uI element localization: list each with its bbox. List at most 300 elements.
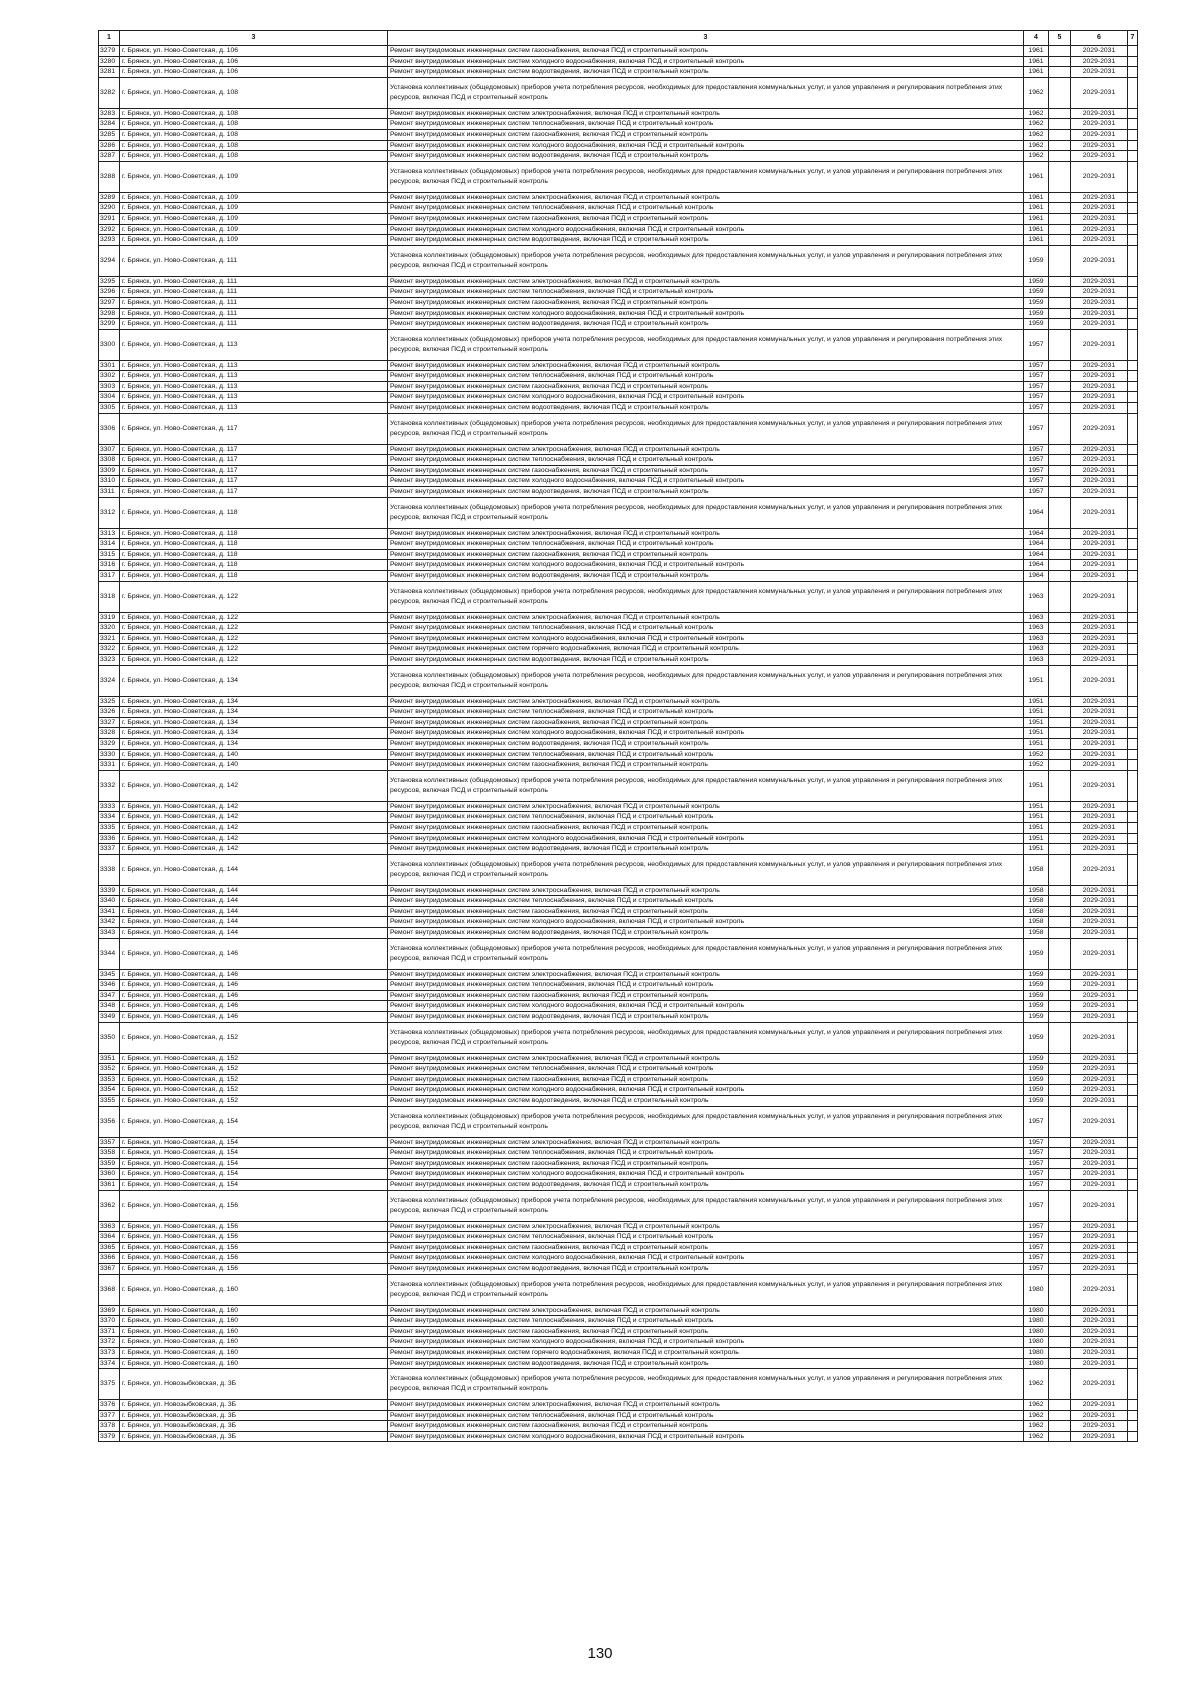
table-row xyxy=(99,896,1138,907)
table-row xyxy=(99,760,1138,771)
row-number: 3288 xyxy=(99,161,120,192)
row-period: 2029-2031 xyxy=(1071,1221,1128,1232)
row-period: 2029-2031 xyxy=(1071,633,1128,644)
row-year: 1962 xyxy=(1024,1369,1049,1400)
row-number: 3303 xyxy=(99,381,120,392)
row-address: г. Брянск, ул. Ново-Советская, д. 118 xyxy=(120,497,388,528)
row-col-7 xyxy=(1128,696,1138,707)
row-period: 2029-2031 xyxy=(1071,1431,1128,1442)
row-year: 1957 xyxy=(1024,392,1049,403)
row-address: г. Брянск, ул. Ново-Советская, д. 146 xyxy=(120,969,388,980)
column-header-work: 3 xyxy=(388,31,1024,46)
row-col-7 xyxy=(1128,665,1138,696)
table-row xyxy=(99,1358,1138,1369)
row-year: 1958 xyxy=(1024,906,1049,917)
row-year: 1961 xyxy=(1024,161,1049,192)
row-year: 1961 xyxy=(1024,203,1049,214)
row-year: 1957 xyxy=(1024,381,1049,392)
row-col-7 xyxy=(1128,1085,1138,1096)
row-col-7 xyxy=(1128,1169,1138,1180)
row-address: г. Брянск, ул. Ново-Советская, д. 113 xyxy=(120,392,388,403)
row-work-type: Ремонт внутридомовых инженерных систем горячего водоснабжения, включая ПСД и строительный контроль xyxy=(388,1347,1024,1358)
row-period: 2029-2031 xyxy=(1071,812,1128,823)
row-year: 1951 xyxy=(1024,696,1049,707)
row-col-7 xyxy=(1128,854,1138,885)
row-work-type: Установка коллективных (общедомовых) приборов учета потребления ресурсов, необходимых для предоставления коммунальных услуг, и узлов управления и регулирования потребления этих ресурсов, включая ПСД и строительный контроль xyxy=(388,938,1024,969)
row-address: г. Брянск, ул. Новозыбковская, д. 3Б xyxy=(120,1369,388,1400)
row-number: 3298 xyxy=(99,308,120,319)
row-period: 2029-2031 xyxy=(1071,1358,1128,1369)
row-address: г. Брянск, ул. Ново-Советская, д. 117 xyxy=(120,465,388,476)
row-col-5 xyxy=(1049,329,1071,360)
row-number: 3377 xyxy=(99,1410,120,1421)
row-col-7 xyxy=(1128,1358,1138,1369)
row-address: г. Брянск, ул. Ново-Советская, д. 160 xyxy=(120,1316,388,1327)
row-year: 1957 xyxy=(1024,1169,1049,1180)
row-col-7 xyxy=(1128,571,1138,582)
row-year: 1980 xyxy=(1024,1316,1049,1327)
row-year: 1962 xyxy=(1024,151,1049,162)
table-row xyxy=(99,119,1138,130)
row-col-5 xyxy=(1049,1148,1071,1159)
row-year: 1951 xyxy=(1024,707,1049,718)
table-row xyxy=(99,276,1138,287)
row-address: г. Брянск, ул. Ново-Советская, д. 118 xyxy=(120,560,388,571)
row-period: 2029-2031 xyxy=(1071,844,1128,855)
row-period: 2029-2031 xyxy=(1071,1053,1128,1064)
row-year: 1958 xyxy=(1024,885,1049,896)
row-address: г. Брянск, ул. Ново-Советская, д. 152 xyxy=(120,1022,388,1053)
table-row xyxy=(99,717,1138,728)
row-work-type: Установка коллективных (общедомовых) приборов учета потребления ресурсов, необходимых для предоставления коммунальных услуг, и узлов управления и регулирования потребления этих ресурсов, включая ПСД и строительный контроль xyxy=(388,329,1024,360)
row-address: г. Брянск, ул. Ново-Советская, д. 113 xyxy=(120,381,388,392)
row-col-5 xyxy=(1049,192,1071,203)
row-year: 1959 xyxy=(1024,1022,1049,1053)
row-work-type: Ремонт внутридомовых инженерных систем электроснабжения, включая ПСД и строительный контроль xyxy=(388,1053,1024,1064)
column-header-5: 5 xyxy=(1049,31,1071,46)
row-address: г. Брянск, ул. Ново-Советская, д. 156 xyxy=(120,1263,388,1274)
row-work-type: Ремонт внутридомовых инженерных систем холодного водоснабжения, включая ПСД и строительный контроль xyxy=(388,1337,1024,1348)
row-col-5 xyxy=(1049,56,1071,67)
row-number: 3328 xyxy=(99,728,120,739)
row-number: 3368 xyxy=(99,1274,120,1305)
row-address: г. Брянск, ул. Ново-Советская, д. 154 xyxy=(120,1106,388,1137)
row-number: 3341 xyxy=(99,906,120,917)
row-number: 3350 xyxy=(99,1022,120,1053)
row-year: 1957 xyxy=(1024,1106,1049,1137)
row-col-7 xyxy=(1128,140,1138,151)
row-col-7 xyxy=(1128,917,1138,928)
row-col-5 xyxy=(1049,381,1071,392)
row-year: 1959 xyxy=(1024,990,1049,1001)
row-col-7 xyxy=(1128,1347,1138,1358)
row-year: 1961 xyxy=(1024,224,1049,235)
register-sheet xyxy=(98,30,1137,1442)
row-col-5 xyxy=(1049,1337,1071,1348)
row-work-type: Ремонт внутридомовых инженерных систем электроснабжения, включая ПСД и строительный контроль xyxy=(388,444,1024,455)
row-address: г. Брянск, ул. Ново-Советская, д. 146 xyxy=(120,938,388,969)
row-col-7 xyxy=(1128,245,1138,276)
row-year: 1959 xyxy=(1024,1074,1049,1085)
row-work-type: Ремонт внутридомовых инженерных систем электроснабжения, включая ПСД и строительный контроль xyxy=(388,1221,1024,1232)
row-year: 1957 xyxy=(1024,360,1049,371)
row-work-type: Установка коллективных (общедомовых) приборов учета потребления ресурсов, необходимых для предоставления коммунальных услуг, и узлов управления и регулирования потребления этих ресурсов, включая ПСД и строительный контроль xyxy=(388,413,1024,444)
row-period: 2029-2031 xyxy=(1071,1263,1128,1274)
row-col-5 xyxy=(1049,1400,1071,1411)
row-address: г. Брянск, ул. Ново-Советская, д. 113 xyxy=(120,371,388,382)
row-period: 2029-2031 xyxy=(1071,1316,1128,1327)
row-col-7 xyxy=(1128,612,1138,623)
row-year: 1962 xyxy=(1024,1431,1049,1442)
row-year: 1961 xyxy=(1024,213,1049,224)
row-period: 2029-2031 xyxy=(1071,1253,1128,1264)
row-number: 3281 xyxy=(99,67,120,78)
row-col-5 xyxy=(1049,287,1071,298)
row-address: г. Брянск, ул. Новозыбковская, д. 3Б xyxy=(120,1431,388,1442)
row-period: 2029-2031 xyxy=(1071,728,1128,739)
row-work-type: Ремонт внутридомовых инженерных систем водоотведения, включая ПСД и строительный контроль xyxy=(388,928,1024,939)
row-period: 2029-2031 xyxy=(1071,46,1128,57)
row-year: 1959 xyxy=(1024,1012,1049,1023)
row-number: 3371 xyxy=(99,1326,120,1337)
row-period: 2029-2031 xyxy=(1071,497,1128,528)
table-row xyxy=(99,707,1138,718)
row-address: г. Брянск, ул. Ново-Советская, д. 152 xyxy=(120,1053,388,1064)
row-address: г. Брянск, ул. Ново-Советская, д. 109 xyxy=(120,224,388,235)
row-year: 1951 xyxy=(1024,728,1049,739)
row-year: 1959 xyxy=(1024,308,1049,319)
row-address: г. Брянск, ул. Ново-Советская, д. 111 xyxy=(120,297,388,308)
row-address: г. Брянск, ул. Ново-Советская, д. 144 xyxy=(120,896,388,907)
row-period: 2029-2031 xyxy=(1071,644,1128,655)
row-work-type: Ремонт внутридомовых инженерных систем газоснабжения, включая ПСД и строительный контроль xyxy=(388,549,1024,560)
row-address: г. Брянск, ул. Ново-Советская, д. 122 xyxy=(120,612,388,623)
row-number: 3289 xyxy=(99,192,120,203)
row-col-7 xyxy=(1128,1253,1138,1264)
row-year: 1964 xyxy=(1024,539,1049,550)
row-year: 1957 xyxy=(1024,329,1049,360)
row-number: 3291 xyxy=(99,213,120,224)
row-col-5 xyxy=(1049,770,1071,801)
row-year: 1959 xyxy=(1024,1064,1049,1075)
row-address: г. Брянск, ул. Ново-Советская, д. 152 xyxy=(120,1074,388,1085)
row-col-7 xyxy=(1128,1400,1138,1411)
row-address: г. Брянск, ул. Ново-Советская, д. 122 xyxy=(120,654,388,665)
row-address: г. Брянск, ул. Ново-Советская, д. 146 xyxy=(120,980,388,991)
row-work-type: Ремонт внутридомовых инженерных систем холодного водоснабжения, включая ПСД и строительный контроль xyxy=(388,917,1024,928)
row-col-7 xyxy=(1128,1221,1138,1232)
row-number: 3375 xyxy=(99,1369,120,1400)
row-work-type: Установка коллективных (общедомовых) приборов учета потребления ресурсов, необходимых для предоставления коммунальных услуг, и узлов управления и регулирования потребления этих ресурсов, включая ПСД и строительный контроль xyxy=(388,665,1024,696)
row-col-7 xyxy=(1128,1242,1138,1253)
row-period: 2029-2031 xyxy=(1071,213,1128,224)
row-number: 3345 xyxy=(99,969,120,980)
table-row xyxy=(99,696,1138,707)
row-work-type: Ремонт внутридомовых инженерных систем теплоснабжения, включая ПСД и строительный контроль xyxy=(388,812,1024,823)
row-col-5 xyxy=(1049,854,1071,885)
row-col-7 xyxy=(1128,549,1138,560)
row-col-5 xyxy=(1049,129,1071,140)
row-work-type: Ремонт внутридомовых инженерных систем водоотведения, включая ПСД и строительный контроль xyxy=(388,67,1024,78)
row-work-type: Ремонт внутридомовых инженерных систем газоснабжения, включая ПСД и строительный контроль xyxy=(388,129,1024,140)
table-row xyxy=(99,108,1138,119)
row-col-5 xyxy=(1049,140,1071,151)
row-period: 2029-2031 xyxy=(1071,623,1128,634)
row-col-5 xyxy=(1049,728,1071,739)
table-row xyxy=(99,245,1138,276)
row-number: 3372 xyxy=(99,1337,120,1348)
row-year: 1959 xyxy=(1024,938,1049,969)
row-period: 2029-2031 xyxy=(1071,738,1128,749)
row-number: 3338 xyxy=(99,854,120,885)
row-work-type: Ремонт внутридомовых инженерных систем газоснабжения, включая ПСД и строительный контроль xyxy=(388,1158,1024,1169)
row-work-type: Ремонт внутридомовых инженерных систем водоотведения, включая ПСД и строительный контроль xyxy=(388,1358,1024,1369)
table-row xyxy=(99,77,1138,108)
row-year: 1962 xyxy=(1024,119,1049,130)
header-row xyxy=(99,31,1138,46)
row-period: 2029-2031 xyxy=(1071,203,1128,214)
row-col-5 xyxy=(1049,749,1071,760)
row-number: 3307 xyxy=(99,444,120,455)
table-row xyxy=(99,151,1138,162)
row-year: 1951 xyxy=(1024,833,1049,844)
row-col-5 xyxy=(1049,1190,1071,1221)
row-col-7 xyxy=(1128,119,1138,130)
row-year: 1959 xyxy=(1024,1053,1049,1064)
row-address: г. Брянск, ул. Ново-Советская, д. 117 xyxy=(120,413,388,444)
row-number: 3335 xyxy=(99,822,120,833)
row-address: г. Брянск, ул. Ново-Советская, д. 111 xyxy=(120,319,388,330)
row-work-type: Ремонт внутридомовых инженерных систем газоснабжения, включая ПСД и строительный контроль xyxy=(388,990,1024,1001)
row-period: 2029-2031 xyxy=(1071,56,1128,67)
table-row xyxy=(99,1400,1138,1411)
row-number: 3297 xyxy=(99,297,120,308)
row-period: 2029-2031 xyxy=(1071,938,1128,969)
row-year: 1959 xyxy=(1024,297,1049,308)
row-address: г. Брянск, ул. Ново-Советская, д. 106 xyxy=(120,46,388,57)
row-address: г. Брянск, ул. Ново-Советская, д. 154 xyxy=(120,1158,388,1169)
row-number: 3329 xyxy=(99,738,120,749)
row-period: 2029-2031 xyxy=(1071,308,1128,319)
row-address: г. Брянск, ул. Ново-Советская, д. 142 xyxy=(120,822,388,833)
row-address: г. Брянск, ул. Ново-Советская, д. 156 xyxy=(120,1190,388,1221)
row-address: г. Брянск, ул. Ново-Советская, д. 118 xyxy=(120,549,388,560)
row-col-5 xyxy=(1049,844,1071,855)
row-period: 2029-2031 xyxy=(1071,1074,1128,1085)
row-period: 2029-2031 xyxy=(1071,928,1128,939)
row-address: г. Брянск, ул. Ново-Советская, д. 144 xyxy=(120,885,388,896)
row-period: 2029-2031 xyxy=(1071,833,1128,844)
row-address: г. Брянск, ул. Новозыбковская, д. 3Б xyxy=(120,1421,388,1432)
row-col-5 xyxy=(1049,571,1071,582)
row-col-5 xyxy=(1049,1263,1071,1274)
row-col-7 xyxy=(1128,151,1138,162)
row-year: 1962 xyxy=(1024,1421,1049,1432)
row-col-7 xyxy=(1128,297,1138,308)
row-period: 2029-2031 xyxy=(1071,235,1128,246)
table-row xyxy=(99,1369,1138,1400)
row-period: 2029-2031 xyxy=(1071,906,1128,917)
row-period: 2029-2031 xyxy=(1071,654,1128,665)
table-row xyxy=(99,801,1138,812)
row-year: 1980 xyxy=(1024,1274,1049,1305)
table-row xyxy=(99,654,1138,665)
table-row xyxy=(99,1242,1138,1253)
row-period: 2029-2031 xyxy=(1071,444,1128,455)
row-col-5 xyxy=(1049,707,1071,718)
row-period: 2029-2031 xyxy=(1071,1369,1128,1400)
row-col-5 xyxy=(1049,1074,1071,1085)
row-col-5 xyxy=(1049,990,1071,1001)
row-work-type: Установка коллективных (общедомовых) приборов учета потребления ресурсов, необходимых для предоставления коммунальных услуг, и узлов управления и регулирования потребления этих ресурсов, включая ПСД и строительный контроль xyxy=(388,1022,1024,1053)
table-row xyxy=(99,413,1138,444)
row-number: 3351 xyxy=(99,1053,120,1064)
row-number: 3290 xyxy=(99,203,120,214)
row-year: 1959 xyxy=(1024,287,1049,298)
row-work-type: Ремонт внутридомовых инженерных систем теплоснабжения, включая ПСД и строительный контроль xyxy=(388,980,1024,991)
row-col-7 xyxy=(1128,1232,1138,1243)
row-col-5 xyxy=(1049,906,1071,917)
row-work-type: Ремонт внутридомовых инженерных систем теплоснабжения, включая ПСД и строительный контроль xyxy=(388,1410,1024,1421)
row-work-type: Ремонт внутридомовых инженерных систем электроснабжения, включая ПСД и строительный контроль xyxy=(388,885,1024,896)
row-address: г. Брянск, ул. Новозыбковская, д. 3Б xyxy=(120,1400,388,1411)
row-number: 3318 xyxy=(99,581,120,612)
table-row xyxy=(99,403,1138,414)
row-period: 2029-2031 xyxy=(1071,749,1128,760)
row-address: г. Брянск, ул. Ново-Советская, д. 156 xyxy=(120,1242,388,1253)
row-work-type: Ремонт внутридомовых инженерных систем холодного водоснабжения, включая ПСД и строительный контроль xyxy=(388,476,1024,487)
row-col-7 xyxy=(1128,1421,1138,1432)
row-number: 3354 xyxy=(99,1085,120,1096)
row-year: 1957 xyxy=(1024,1148,1049,1159)
row-period: 2029-2031 xyxy=(1071,1106,1128,1137)
row-col-5 xyxy=(1049,1064,1071,1075)
row-work-type: Ремонт внутридомовых инженерных систем газоснабжения, включая ПСД и строительный контроль xyxy=(388,46,1024,57)
row-work-type: Ремонт внутридомовых инженерных систем горячего водоснабжения, включая ПСД и строительный контроль xyxy=(388,644,1024,655)
row-period: 2029-2031 xyxy=(1071,760,1128,771)
row-work-type: Ремонт внутридомовых инженерных систем теплоснабжения, включая ПСД и строительный контроль xyxy=(388,371,1024,382)
row-work-type: Ремонт внутридомовых инженерных систем холодного водоснабжения, включая ПСД и строительный контроль xyxy=(388,1431,1024,1442)
row-col-7 xyxy=(1128,885,1138,896)
row-col-7 xyxy=(1128,67,1138,78)
row-year: 1957 xyxy=(1024,1158,1049,1169)
row-period: 2029-2031 xyxy=(1071,1190,1128,1221)
row-work-type: Ремонт внутридомовых инженерных систем холодного водоснабжения, включая ПСД и строительный контроль xyxy=(388,1253,1024,1264)
table-row xyxy=(99,539,1138,550)
row-work-type: Ремонт внутридомовых инженерных систем газоснабжения, включая ПСД и строительный контроль xyxy=(388,760,1024,771)
row-period: 2029-2031 xyxy=(1071,108,1128,119)
row-period: 2029-2031 xyxy=(1071,1232,1128,1243)
row-col-7 xyxy=(1128,833,1138,844)
row-col-7 xyxy=(1128,906,1138,917)
row-year: 1962 xyxy=(1024,1410,1049,1421)
row-work-type: Установка коллективных (общедомовых) приборов учета потребления ресурсов, необходимых для предоставления коммунальных услуг, и узлов управления и регулирования потребления этих ресурсов, включая ПСД и строительный контроль xyxy=(388,1106,1024,1137)
row-col-5 xyxy=(1049,833,1071,844)
row-col-5 xyxy=(1049,497,1071,528)
row-col-7 xyxy=(1128,1001,1138,1012)
row-number: 3360 xyxy=(99,1169,120,1180)
row-col-5 xyxy=(1049,1179,1071,1190)
row-col-5 xyxy=(1049,235,1071,246)
table-row xyxy=(99,360,1138,371)
table-row xyxy=(99,1096,1138,1107)
row-period: 2029-2031 xyxy=(1071,528,1128,539)
row-col-5 xyxy=(1049,213,1071,224)
row-period: 2029-2031 xyxy=(1071,539,1128,550)
row-number: 3323 xyxy=(99,654,120,665)
table-row xyxy=(99,738,1138,749)
row-period: 2029-2031 xyxy=(1071,1242,1128,1253)
table-row xyxy=(99,371,1138,382)
row-year: 1958 xyxy=(1024,928,1049,939)
table-row xyxy=(99,329,1138,360)
row-number: 3344 xyxy=(99,938,120,969)
table-row xyxy=(99,844,1138,855)
column-header-year: 4 xyxy=(1024,31,1049,46)
row-col-5 xyxy=(1049,1347,1071,1358)
row-col-7 xyxy=(1128,938,1138,969)
row-work-type: Ремонт внутридомовых инженерных систем водоотведения, включая ПСД и строительный контроль xyxy=(388,235,1024,246)
row-year: 1957 xyxy=(1024,403,1049,414)
row-col-7 xyxy=(1128,1012,1138,1023)
table-row xyxy=(99,203,1138,214)
row-col-7 xyxy=(1128,235,1138,246)
row-work-type: Ремонт внутридомовых инженерных систем теплоснабжения, включая ПСД и строительный контроль xyxy=(388,455,1024,466)
row-col-7 xyxy=(1128,770,1138,801)
row-col-7 xyxy=(1128,728,1138,739)
row-period: 2029-2031 xyxy=(1071,665,1128,696)
row-address: г. Брянск, ул. Ново-Советская, д. 113 xyxy=(120,360,388,371)
row-period: 2029-2031 xyxy=(1071,319,1128,330)
table-row xyxy=(99,1148,1138,1159)
row-col-5 xyxy=(1049,119,1071,130)
row-col-5 xyxy=(1049,696,1071,707)
table-row xyxy=(99,549,1138,560)
row-col-5 xyxy=(1049,885,1071,896)
row-col-5 xyxy=(1049,917,1071,928)
row-number: 3296 xyxy=(99,287,120,298)
row-work-type: Ремонт внутридомовых инженерных систем электроснабжения, включая ПСД и строительный контроль xyxy=(388,276,1024,287)
row-number: 3280 xyxy=(99,56,120,67)
row-number: 3348 xyxy=(99,1001,120,1012)
row-work-type: Ремонт внутридомовых инженерных систем теплоснабжения, включая ПСД и строительный контроль xyxy=(388,1232,1024,1243)
row-number: 3364 xyxy=(99,1232,120,1243)
row-period: 2029-2031 xyxy=(1071,801,1128,812)
row-address: г. Брянск, ул. Ново-Советская, д. 108 xyxy=(120,77,388,108)
row-year: 1958 xyxy=(1024,896,1049,907)
row-address: г. Брянск, ул. Ново-Советская, д. 146 xyxy=(120,1012,388,1023)
row-work-type: Ремонт внутридомовых инженерных систем водоотведения, включая ПСД и строительный контроль xyxy=(388,1012,1024,1023)
table-row xyxy=(99,1263,1138,1274)
row-work-type: Ремонт внутридомовых инженерных систем электроснабжения, включая ПСД и строительный контроль xyxy=(388,528,1024,539)
row-col-5 xyxy=(1049,465,1071,476)
row-col-7 xyxy=(1128,633,1138,644)
row-work-type: Установка коллективных (общедомовых) приборов учета потребления ресурсов, необходимых для предоставления коммунальных услуг, и узлов управления и регулирования потребления этих ресурсов, включая ПСД и строительный контроль xyxy=(388,1274,1024,1305)
row-col-5 xyxy=(1049,539,1071,550)
row-address: г. Брянск, ул. Ново-Советская, д. 152 xyxy=(120,1085,388,1096)
row-address: г. Брянск, ул. Ново-Советская, д. 111 xyxy=(120,287,388,298)
table-row xyxy=(99,560,1138,571)
row-year: 1957 xyxy=(1024,1242,1049,1253)
row-col-5 xyxy=(1049,760,1071,771)
row-work-type: Ремонт внутридомовых инженерных систем холодного водоснабжения, включая ПСД и строительный контроль xyxy=(388,560,1024,571)
row-col-5 xyxy=(1049,1369,1071,1400)
row-period: 2029-2031 xyxy=(1071,1012,1128,1023)
table-row xyxy=(99,444,1138,455)
row-col-7 xyxy=(1128,381,1138,392)
row-year: 1964 xyxy=(1024,560,1049,571)
row-work-type: Ремонт внутридомовых инженерных систем водоотведения, включая ПСД и строительный контроль xyxy=(388,151,1024,162)
